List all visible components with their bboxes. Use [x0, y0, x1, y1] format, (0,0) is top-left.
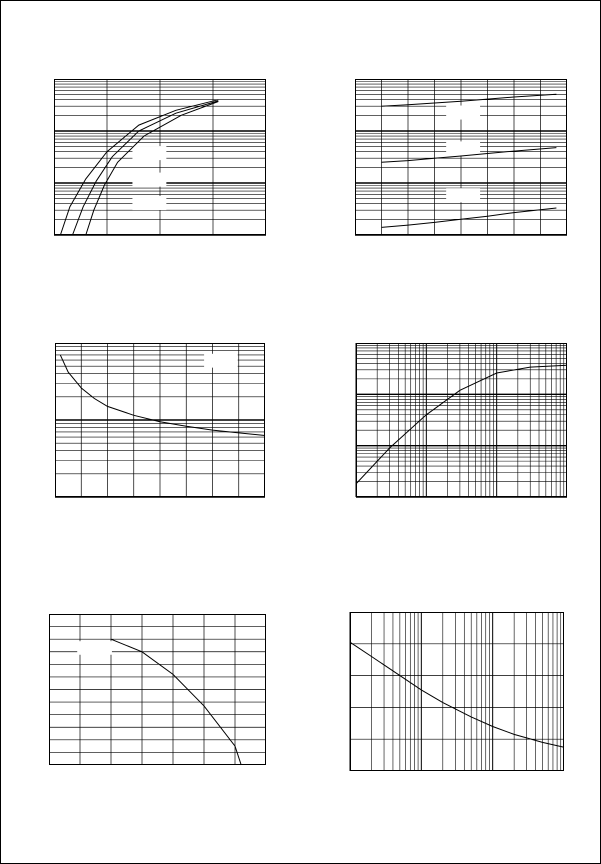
series-line-3 [86, 102, 219, 236]
legend-box-3 [132, 196, 166, 210]
chart-panel-4 [356, 343, 567, 497]
chart-5-svg [49, 614, 266, 765]
plot-frame [351, 613, 564, 771]
legend-box-2 [132, 173, 166, 187]
legend-box-1 [204, 354, 238, 368]
legend-box-1 [132, 146, 166, 160]
chart-4-grid [356, 343, 567, 497]
legend-box-3 [446, 188, 480, 202]
chart-6-grid [350, 612, 564, 771]
chart-panel-3 [55, 343, 265, 497]
chart-6-svg [350, 612, 564, 771]
chart-panel-2 [355, 79, 567, 235]
chart-5-grid [49, 614, 266, 765]
chart-2-grid [355, 79, 567, 235]
chart-panel-5 [49, 614, 266, 765]
chart-1-svg [54, 79, 266, 235]
chart-4-svg [356, 343, 567, 497]
chart-panel-1 [54, 79, 266, 235]
legend-box-2 [446, 141, 480, 155]
series-line-1 [350, 642, 564, 747]
chart-3-svg [55, 343, 265, 497]
legend-box-1 [77, 641, 112, 655]
chart-2-svg [355, 79, 567, 235]
legend-box-1 [446, 106, 480, 120]
chart-panel-6 [350, 612, 564, 771]
